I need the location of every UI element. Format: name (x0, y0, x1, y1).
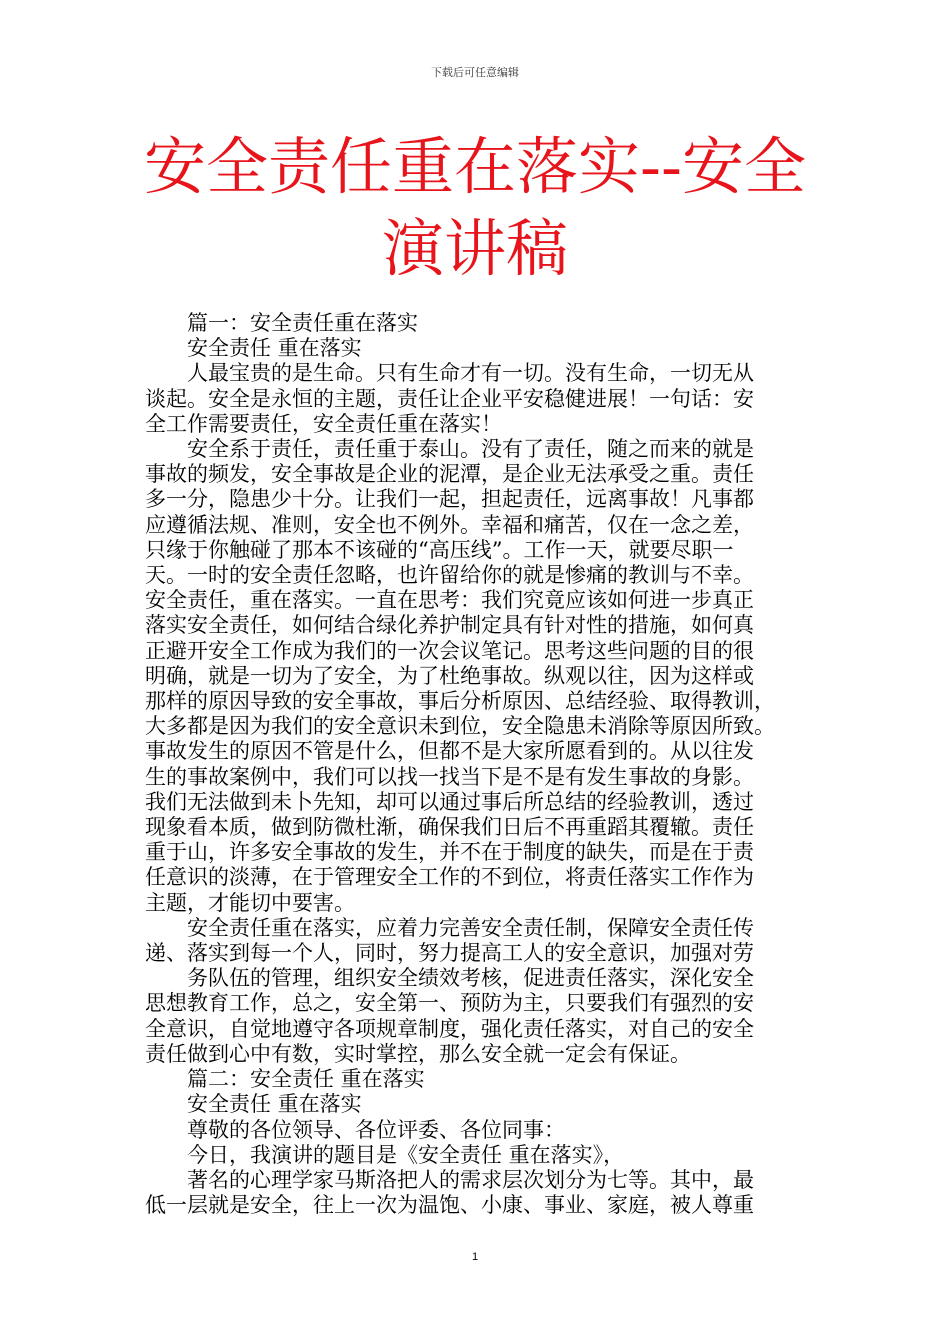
body-line: 大多都是因为我们的安全意识未到位，安全隐患未消除等原因所致。 (145, 714, 775, 739)
body-line: 只缘于你触碰了那本不该碰的“高压线”。工作一天，就要尽职一 (145, 537, 734, 562)
body-line: 主题，才能切中要害。 (145, 890, 355, 915)
title-line-2: 演讲稿 (381, 212, 568, 285)
body-line: 事故发生的原因不管是什么，但都不是大家所愿看到的。从以往发 (145, 739, 754, 764)
document-title (100, 126, 850, 290)
body-line: 我们无法做到未卜先知，却可以通过事后所总结的经验教训，透过 (145, 789, 754, 814)
body-line: 谈起。安全是永恒的主题，责任让企业平安稳健进展！一句话：安 (145, 386, 754, 411)
body-line: 思想教育工作，总之，安全第一、预防为主，只要我们有强烈的安 (145, 991, 754, 1016)
body-line: 落实安全责任，如何结合绿化养护制定具有针对性的措施，如何真 (145, 613, 754, 638)
body-line: 那样的原因导致的安全事故，事后分析原因、总结经验、取得教训， (145, 689, 775, 714)
body-line: 全工作需要责任，安全责任重在落实！ (145, 411, 502, 436)
body-line: 尊敬的各位领导、各位评委、各位同事： (145, 1117, 565, 1142)
body-line: 安全责任 重在落实 (145, 1092, 362, 1117)
page-header-note: 下载后可任意编辑 (431, 66, 519, 79)
body-line: 任意识的淡薄，在于管理安全工作的不到位，将责任落实工作作为 (145, 865, 754, 890)
body-line: 安全系于责任，责任重于泰山。没有了责任，随之而来的就是 (145, 437, 754, 462)
body-line: 今日，我演讲的题目是《安全责任 重在落实》， (145, 1142, 625, 1167)
body-line: 天。一时的安全责任忽略，也许留给你的就是惨痛的教训与不幸。 (145, 563, 754, 588)
page-number: 1 (471, 1251, 479, 1263)
body-line: 明确，就是一切为了安全，为了杜绝事故。纵观以往，因为这样或 (145, 663, 754, 688)
document-body (145, 311, 797, 1218)
body-line: 递、落实到每一个人，同时，努力提高工人的安全意识，加强对劳 (145, 941, 754, 966)
body-line: 安全责任 重在落实 (145, 336, 362, 361)
body-line: 多一分，隐患少十分。让我们一起，担起责任，远离事故！凡事都 (145, 487, 754, 512)
body-line: 生的事故案例中，我们可以找一找当下是不是有发生事故的身影。 (145, 764, 754, 789)
body-line: 事故的频发，安全事故是企业的泥潭，是企业无法承受之重。责任 (145, 462, 754, 487)
body-line: 务队伍的管理，组织安全绩效考核，促进责任落实，深化安全 (145, 966, 754, 991)
body-line: 著名的心理学家马斯洛把人的需求层次划分为七等。其中，最 (145, 1167, 754, 1192)
title-line-1: 安全责任重在落实--安全 (144, 130, 806, 203)
body-line: 应遵循法规、准则，安全也不例外。幸福和痛苦，仅在一念之差， (145, 512, 754, 537)
body-line: 安全责任，重在落实。一直在思考：我们究竟应该如何进一步真正 (145, 588, 754, 613)
body-line: 责任做到心中有数，实时掌控，那么安全就一定会有保证。 (145, 1041, 691, 1066)
body-line: 篇二：安全责任 重在落实 (145, 1067, 425, 1092)
body-line: 正避开安全工作成为我们的一次会议笔记。思考这些问题的目的很 (145, 638, 754, 663)
body-line: 全意识，自觉地遵守各项规章制度，强化责任落实，对自己的安全 (145, 1016, 754, 1041)
body-line: 低一层就是安全，往上一次为温饱、小康、事业、家庭，被人尊重 (145, 1193, 754, 1218)
body-line: 篇一：安全责任重在落实 (145, 311, 418, 335)
body-line: 人最宝贵的是生命。只有生命才有一切。没有生命，一切无从 (145, 361, 754, 386)
body-line: 重于山，许多安全事故的发生，并不在于制度的缺失，而是在于责 (145, 840, 754, 865)
body-line: 现象看本质，做到防微杜渐，确保我们日后不再重蹈其覆辙。责任 (145, 815, 754, 840)
body-line: 安全责任重在落实，应着力完善安全责任制，保障安全责任传 (145, 915, 754, 940)
